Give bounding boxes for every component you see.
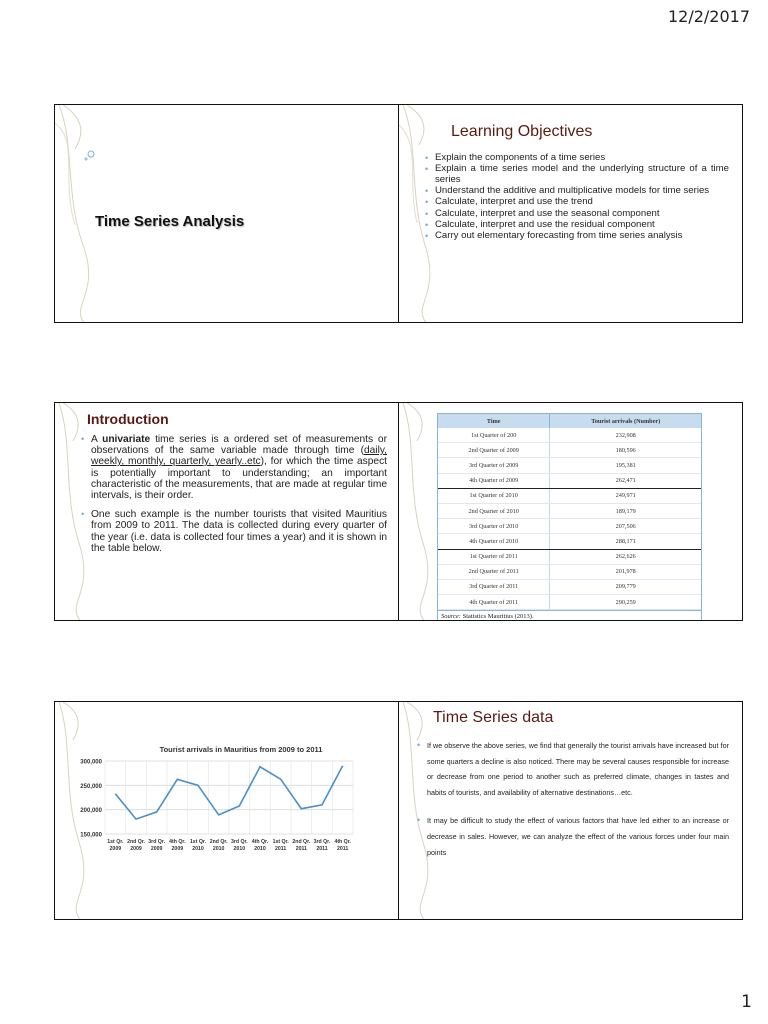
slide-learning-objectives [398, 104, 743, 323]
chart-title: Tourist arrivals in Mauritius from 2009 to 2011 [159, 745, 323, 754]
table-cell: 262,626 [550, 549, 701, 564]
table-row [438, 443, 701, 458]
table-row [438, 473, 701, 488]
table-cell: 290,259 [550, 595, 701, 610]
table-cell: 1st Quarter of 2010 [438, 488, 550, 503]
slide-time-series-data [398, 701, 743, 920]
x-tick-label: 1st Qr. [107, 839, 124, 845]
decorative-swirl-icon [55, 105, 95, 323]
list-item: • Explain the components of a time series [425, 153, 729, 164]
list-item [81, 434, 387, 501]
x-tick-label: 2009 [130, 846, 142, 852]
slide-heading: Time Series data [433, 709, 554, 726]
list-item: • Calculate, interpret and use the seasonal component [425, 209, 729, 220]
text-run: ), for which the time aspect is potentially important to understanding; an important characteristic of the measurements, that are made at regular time intervals, is their order. [91, 456, 388, 502]
underlined-text: daily, weekly, monthly, quarterly, yearly..etc [91, 445, 387, 468]
table-row [438, 503, 701, 518]
y-tick-label: 150,000 [80, 832, 102, 839]
text-run: A [91, 434, 103, 445]
table-cell: 4th Quarter of 2011 [438, 595, 550, 610]
slide-title [54, 104, 399, 323]
table-cell: 232,908 [550, 428, 701, 443]
table-row [438, 579, 701, 594]
x-tick-label: 3rd Qr. [148, 839, 166, 845]
x-tick-label: 3rd Qr. [230, 839, 248, 845]
tourist-table [437, 413, 702, 621]
table-cell: 1st Quarter of 200 [438, 428, 550, 443]
table-cell: 4th Quarter of 2010 [438, 534, 550, 549]
x-tick-label: 2010 [192, 846, 204, 852]
list-item: • Explain a time series model and the underlying structure of a time series [425, 164, 729, 185]
table-row [438, 549, 701, 564]
x-tick-label: 4th Qr. [169, 839, 186, 845]
objectives-list [425, 153, 729, 242]
table-row [438, 488, 701, 503]
time-series-list [417, 738, 729, 873]
table-cell: 3rd Quarter of 2011 [438, 579, 550, 594]
table-cell: 249,971 [550, 488, 701, 503]
x-tick-label: 2010 [233, 846, 246, 852]
slide-introduction [54, 402, 399, 621]
y-tick-label: 250,000 [80, 783, 102, 790]
table-cell: 4th Quarter of 2009 [438, 473, 550, 488]
decorative-swirl-icon [399, 403, 439, 621]
table-cell: 2nd Quarter of 2011 [438, 564, 550, 579]
slide-heading: Introduction [87, 411, 169, 427]
source-text: Statistics Mauritius (2013). [460, 613, 534, 621]
list-item: • One such example is the number tourists that visited Mauritius from 2009 to 2011. The data is collected during every quarter of the year (i.e. data is collected four times a year) and it is shown in the table below. [81, 509, 387, 554]
y-tick-label: 200,000 [80, 808, 102, 815]
x-tick-label: 2010 [254, 846, 266, 852]
y-tick-label: 300,000 [80, 759, 102, 766]
x-tick-label: 2nd Qr. [292, 839, 311, 845]
table-row [438, 534, 701, 549]
list-item: • Calculate, interpret and use the residual component [425, 220, 729, 231]
page-number: 1 [741, 992, 752, 1012]
table-cell: 207,506 [550, 519, 701, 534]
table-cell: 195,381 [550, 458, 701, 473]
table-row [438, 519, 701, 534]
table-cell: 3rd Quarter of 2010 [438, 519, 550, 534]
slide-chart [54, 701, 399, 920]
bold-term: univariate [102, 434, 151, 445]
x-tick-label: 2011 [295, 846, 307, 852]
x-tick-label: 2011 [337, 846, 349, 852]
table-cell: 288,171 [550, 534, 701, 549]
tourist-arrivals-line-chart [61, 742, 361, 862]
x-tick-label: 2011 [316, 846, 328, 852]
x-tick-label: 2nd Qr. [127, 839, 145, 845]
table-cell: 2nd Quarter of 2010 [438, 503, 550, 518]
table-cell: 180,596 [550, 443, 701, 458]
x-tick-label: 4th Qr. [334, 839, 351, 845]
source-label: Source: [441, 613, 461, 621]
list-item: • Calculate, interpret and use the trend [425, 197, 729, 208]
text-run: time series is a ordered set of measurements or observations of the same variable made through time ( [91, 434, 387, 457]
table-cell: 189,179 [550, 503, 701, 518]
table-cell: 2nd Quarter of 2009 [438, 443, 550, 458]
column-header: Time [438, 414, 550, 428]
table-cell: 209,779 [550, 579, 701, 594]
table-source [438, 610, 701, 621]
list-item: • If we observe the above series, we find that generally the tourist arrivals have increased but for some quarters a decline is also noticed. There may be several causes responsible for increase or decrease from one period to another such as preferred climate, changes in tastes and habits of tourists, and availability of alternative destinations…etc. [417, 738, 729, 800]
list-item: • It may be difficult to study the effect of various factors that have led either to an increase or decrease in sales. However, we can analyze the effect of the various forces under four main points [417, 813, 729, 860]
table-header-row [438, 414, 701, 428]
table-cell: 262,471 [550, 473, 701, 488]
x-tick-label: 2nd Qr. [209, 839, 228, 845]
slide-data-table [398, 402, 743, 621]
x-tick-label: 4th Qr. [251, 839, 269, 845]
x-tick-label: 2009 [109, 846, 122, 852]
table-row [438, 458, 701, 473]
table-cell: 1st Quarter of 2011 [438, 549, 550, 564]
x-tick-label: 2009 [150, 846, 163, 852]
slide-heading: Learning Objectives [451, 123, 593, 140]
table-row [438, 595, 701, 610]
x-tick-label: 2011 [275, 846, 287, 852]
table-row [438, 564, 701, 579]
x-tick-label: 2009 [171, 846, 184, 852]
document-date: 12/2/2017 [667, 7, 750, 26]
table-row [438, 428, 701, 443]
list-item: • Understand the additive and multiplicative models for time series [425, 186, 729, 197]
slide-title-text: Time Series Analysis [95, 213, 245, 230]
x-tick-label: 1st Qr. [189, 839, 207, 845]
intro-list [81, 434, 387, 562]
column-header: Tourist arrivals (Number) [550, 414, 701, 428]
table-cell: 3rd Quarter of 2009 [438, 458, 550, 473]
x-tick-label: 1st Qr. [272, 839, 289, 845]
x-tick-label: 3rd Qr. [313, 839, 331, 845]
table-cell: 201,978 [550, 564, 701, 579]
list-item: • Carry out elementary forecasting from time series analysis [425, 231, 729, 242]
x-tick-label: 2010 [212, 846, 225, 852]
